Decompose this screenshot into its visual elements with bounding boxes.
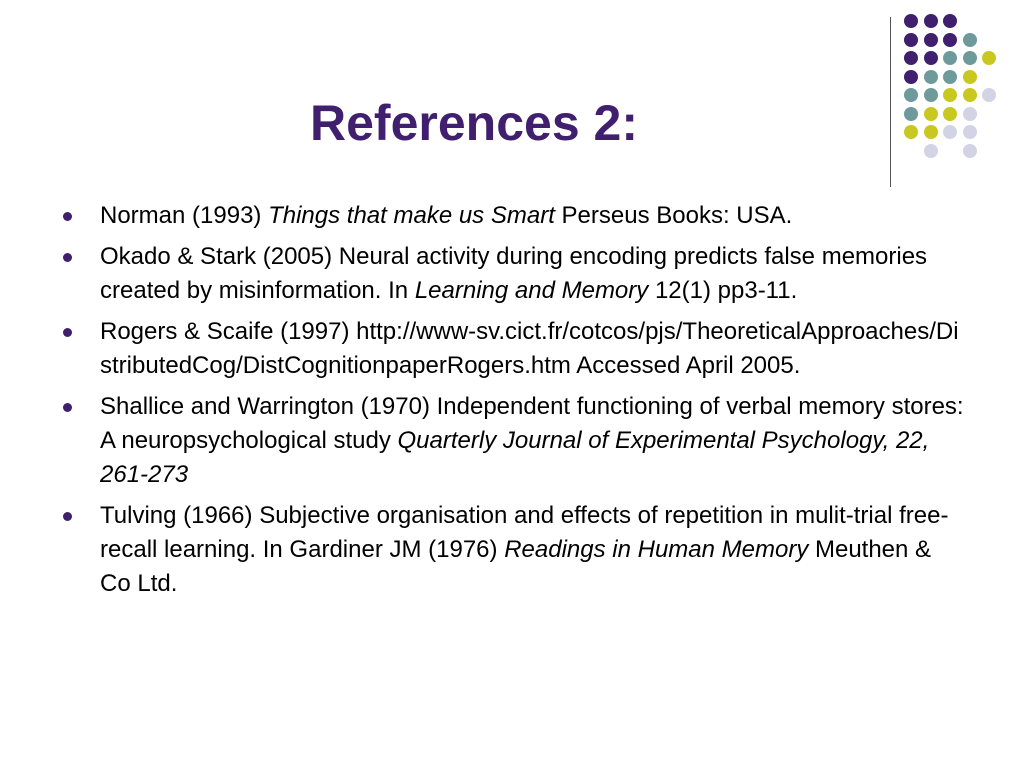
reference-italic-text: Readings in Human Memory xyxy=(504,536,809,563)
decorative-dot xyxy=(924,70,938,84)
decorative-dot xyxy=(904,51,918,65)
reference-item xyxy=(62,199,967,233)
decorative-dot xyxy=(924,51,938,65)
decorative-dot xyxy=(963,144,977,158)
decorative-dot xyxy=(924,107,938,121)
decorative-dot xyxy=(982,88,996,102)
decorative-dot xyxy=(963,107,977,121)
reference-list xyxy=(62,199,967,608)
decorative-dot xyxy=(904,70,918,84)
decorative-dot xyxy=(904,14,918,28)
reference-text: Norman (1993) xyxy=(100,202,269,229)
decorative-dot xyxy=(904,33,918,47)
decorative-dot xyxy=(963,125,977,139)
decorative-dot xyxy=(982,51,996,65)
decorative-dot xyxy=(924,14,938,28)
decorative-dot-grid xyxy=(904,14,1014,164)
bullet-icon xyxy=(63,403,72,412)
decorative-dot xyxy=(943,107,957,121)
decorative-dot xyxy=(943,33,957,47)
reference-text: Meuthen & Co Ltd. xyxy=(100,536,932,597)
title-divider-line xyxy=(890,17,891,187)
bullet-icon xyxy=(63,512,72,521)
decorative-dot xyxy=(924,144,938,158)
decorative-dot xyxy=(943,70,957,84)
reference-italic-text: Things that make us Smart xyxy=(268,202,555,229)
decorative-dot xyxy=(904,88,918,102)
reference-item xyxy=(62,390,967,492)
slide-title: References 2: xyxy=(310,95,638,151)
decorative-dot xyxy=(904,107,918,121)
reference-item xyxy=(62,499,967,601)
reference-text: Rogers & Scaife (1997) http://www-sv.cict.fr/cotcos/pjs/TheoreticalApproaches/DistributedCog/DistCognitionpaperRogers.htm Accessed April 2005. xyxy=(100,318,959,379)
decorative-dot xyxy=(943,88,957,102)
bullet-icon xyxy=(63,212,72,221)
decorative-dot xyxy=(943,14,957,28)
decorative-dot xyxy=(943,125,957,139)
decorative-dot xyxy=(963,70,977,84)
reference-italic-text: Learning and Memory xyxy=(414,277,649,304)
decorative-dot xyxy=(904,125,918,139)
decorative-dot xyxy=(924,125,938,139)
decorative-dot xyxy=(963,88,977,102)
reference-text: Perseus Books: USA. xyxy=(554,202,793,229)
decorative-dot xyxy=(943,51,957,65)
reference-item xyxy=(62,315,967,383)
reference-text: Okado & Stark (2005) Neural activity during encoding predicts false memories created by misinformation. In xyxy=(100,243,928,304)
reference-item xyxy=(62,240,967,308)
reference-text: 12(1) pp3-11. xyxy=(648,277,798,304)
bullet-icon xyxy=(63,328,72,337)
reference-text: Shallice and Warrington (1970) Independent functioning of verbal memory stores: A neuropsychological study xyxy=(100,393,964,454)
decorative-dot xyxy=(963,33,977,47)
reference-text: Tulving (1966) Subjective organisation and effects of repetition in mulit-trial free-recall learning. In Gardiner JM (1976) xyxy=(100,502,949,563)
reference-italic-text: Quarterly Journal of Experimental Psychology, 22, 261-273 xyxy=(100,427,930,488)
bullet-icon xyxy=(63,253,72,262)
decorative-dot xyxy=(963,51,977,65)
decorative-dot xyxy=(924,33,938,47)
decorative-dot xyxy=(924,88,938,102)
